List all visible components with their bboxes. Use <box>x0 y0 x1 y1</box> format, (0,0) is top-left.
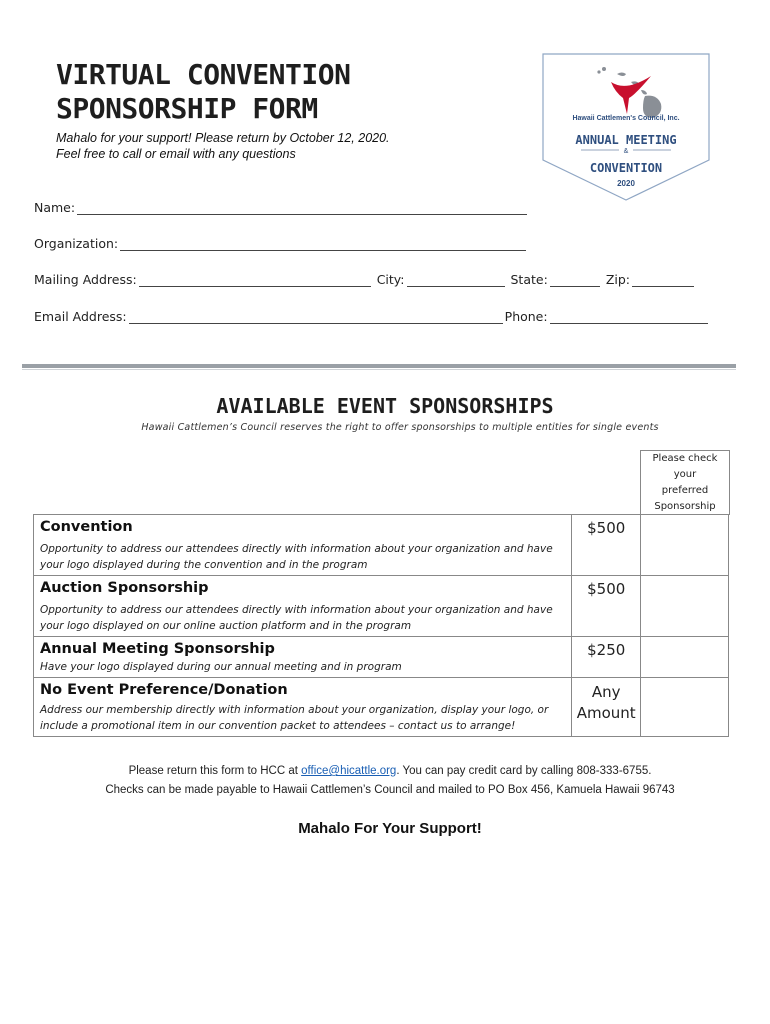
sponsorship-checkbox[interactable] <box>641 515 729 576</box>
check-header-line: Please check <box>652 453 718 464</box>
sponsorships-subtitle: Hawaii Cattlemen’s Council reserves the right to offer sponsorships to multiple entities for single events <box>141 422 659 433</box>
sponsorship-price: $250 <box>572 637 641 678</box>
sponsorship-name: No Event Preference/Donation <box>40 682 288 698</box>
table-row <box>34 637 729 678</box>
organization-label: Organization: <box>34 236 119 251</box>
address-row <box>34 272 700 287</box>
sponsorship-table <box>33 514 729 737</box>
table-row <box>34 576 729 637</box>
sponsorship-name: Annual Meeting Sponsorship <box>40 641 275 657</box>
footer-text: . You can pay credit card by calling 808-333-6755. <box>396 765 652 777</box>
footer-line-1 <box>0 762 770 781</box>
check-column-header <box>640 450 730 515</box>
sponsorship-cell <box>34 678 572 737</box>
state-field[interactable] <box>550 272 600 287</box>
sponsorship-price: $500 <box>572 515 641 576</box>
sponsorship-name: Auction Sponsorship <box>40 580 209 596</box>
name-label: Name: <box>34 200 76 215</box>
subtitle-line-2: Feel free to call or email with any questions <box>56 147 296 161</box>
check-header-line: preferred <box>661 485 709 496</box>
hcc-convention-logo <box>541 52 711 202</box>
sponsorship-description: Opportunity to address our attendees directly with information about your organization and have your logo displayed during the convention and in the program <box>40 543 553 571</box>
organization-row <box>34 236 532 251</box>
form-subtitle <box>56 130 390 162</box>
table-row <box>34 678 729 737</box>
price-line-1: Any <box>591 683 621 701</box>
sponsorship-checkbox[interactable] <box>641 637 729 678</box>
table-row <box>34 515 729 576</box>
city-label: City: <box>376 272 405 287</box>
island-icon <box>597 70 600 73</box>
sponsorship-description: Address our membership directly with information about your organization, display your logo, or include a promotional item in our convention packet to attendees – contact us to arrange! <box>40 704 549 732</box>
footer-line-2: Checks can be made payable to Hawaii Cattlemen’s Council and mailed to PO Box 456, Kamuela Hawaii 96743 <box>105 784 675 796</box>
section-divider <box>22 364 736 368</box>
footer-instructions <box>0 762 770 800</box>
email-link[interactable]: office@hicattle.org <box>301 765 397 777</box>
sponsorship-name: Convention <box>40 519 133 535</box>
zip-field[interactable] <box>632 272 694 287</box>
form-title <box>56 58 350 126</box>
title-line-1: VIRTUAL CONVENTION <box>56 58 351 91</box>
email-field[interactable] <box>129 309 503 324</box>
mailing-label: Mailing Address: <box>34 272 137 287</box>
email-label: Email Address: <box>34 309 127 324</box>
name-row <box>34 200 533 215</box>
phone-field[interactable] <box>550 309 708 324</box>
check-header-line: your <box>673 469 697 480</box>
sponsorship-description: Opportunity to address our attendees directly with information about your organization and have your logo displayed on our online auction platform and in the program <box>40 604 553 632</box>
name-field[interactable] <box>77 200 527 215</box>
organization-field[interactable] <box>120 236 526 251</box>
subtitle-line-1: Mahalo for your support! Please return by October 12, 2020. <box>56 131 390 145</box>
section-divider-thin <box>22 369 736 370</box>
sponsorship-price <box>572 678 641 737</box>
footer-text: Please return this form to HCC at <box>128 765 302 777</box>
sponsorship-cell <box>34 637 572 678</box>
check-header-line: Sponsorship <box>654 501 716 512</box>
logo-amp: & <box>623 148 629 155</box>
email-phone-row <box>34 309 714 324</box>
logo-org: Hawaii Cattlemen's Council, Inc. <box>572 115 680 122</box>
sponsorship-cell <box>34 515 572 576</box>
sponsorship-checkbox[interactable] <box>641 576 729 637</box>
logo-year: 2020 <box>617 179 635 188</box>
state-label: State: <box>510 272 548 287</box>
sponsorship-description: Have your logo displayed during our annual meeting and in program <box>40 661 402 673</box>
logo-line1: ANNUAL MEETING <box>575 133 677 147</box>
mailing-address-field[interactable] <box>139 272 371 287</box>
price-line-2: Amount <box>576 704 636 722</box>
sponsorship-checkbox[interactable] <box>641 678 729 737</box>
zip-label: Zip: <box>605 272 630 287</box>
thanks-message: Mahalo For Your Support! <box>298 820 482 837</box>
logo-line2: CONVENTION <box>589 161 663 175</box>
sponsorship-price: $500 <box>572 576 641 637</box>
sponsorship-cell <box>34 576 572 637</box>
sponsorships-title: AVAILABLE EVENT SPONSORSHIPS <box>216 394 554 418</box>
title-line-2: SPONSORSHIP FORM <box>56 92 318 125</box>
phone-label: Phone: <box>504 309 548 324</box>
city-field[interactable] <box>407 272 505 287</box>
